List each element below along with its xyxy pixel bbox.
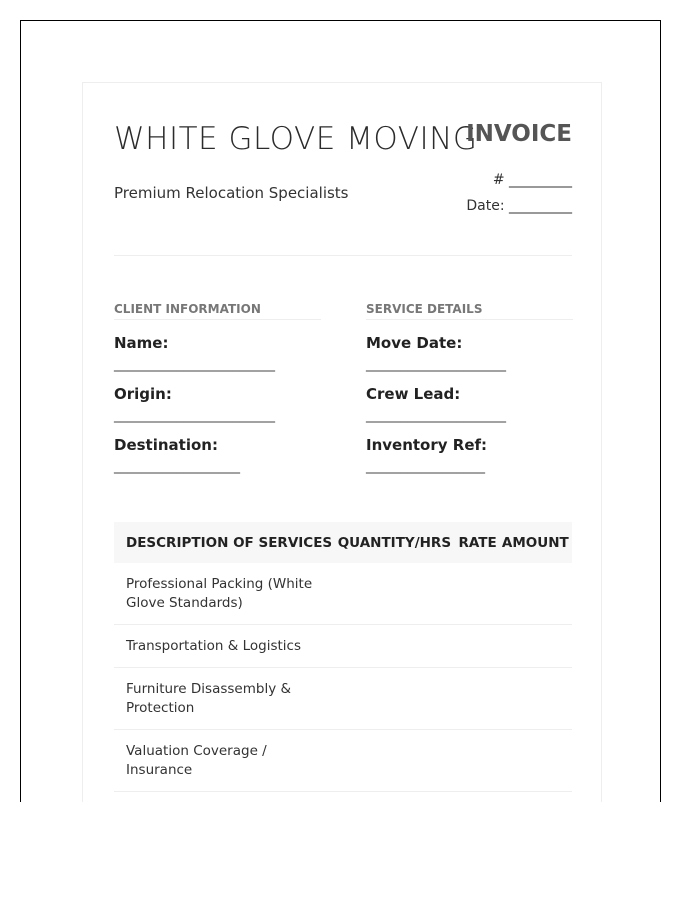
service-details-heading: SERVICE DETAILS — [366, 302, 573, 320]
client-origin-field — [114, 385, 321, 422]
row-quantity — [332, 563, 456, 625]
column-header-rate: RATE — [458, 534, 497, 551]
table-row — [114, 625, 572, 668]
field-blank-line: ____________________ — [366, 407, 506, 423]
field-label: Origin: — [114, 385, 172, 403]
header-divider — [114, 255, 572, 256]
row-rate — [457, 625, 499, 668]
invoice-title: INVOICE — [466, 121, 572, 147]
field-label: Name: — [114, 334, 169, 352]
column-header-description: DESCRIPTION OF SERVICES — [126, 534, 333, 551]
table-row — [114, 563, 572, 625]
client-destination-field — [114, 436, 321, 473]
row-amount — [499, 563, 572, 625]
row-rate — [457, 730, 499, 792]
row-description: Transportation & Logistics — [114, 625, 332, 668]
column-header-quantity: QUANTITY/HRS — [337, 534, 452, 551]
field-blank-line: ____________________ — [366, 356, 506, 372]
row-description: Furniture Disassembly & Protection — [114, 668, 332, 730]
company-tagline: Premium Relocation Specialists — [114, 184, 349, 202]
invoice-sheet — [82, 82, 602, 802]
field-blank-line: _______________________ — [114, 356, 275, 372]
field-label: Destination: — [114, 436, 218, 454]
table-row — [114, 730, 572, 792]
service-details-section — [366, 302, 573, 473]
row-description: Valuation Coverage / Insurance — [114, 730, 332, 792]
move-date-field — [366, 334, 573, 371]
row-rate — [457, 563, 499, 625]
field-label: Move Date: — [366, 334, 463, 352]
field-blank-line: _______________________ — [114, 407, 275, 423]
row-quantity — [332, 730, 456, 792]
table-header-row — [114, 522, 572, 563]
client-information-heading: CLIENT INFORMATION — [114, 302, 321, 320]
row-description: Professional Packing (White Glove Standards) — [114, 563, 332, 625]
field-blank-line: _________________ — [366, 458, 485, 474]
row-quantity — [332, 668, 456, 730]
table-row — [114, 668, 572, 730]
client-name-field — [114, 334, 321, 371]
row-amount — [499, 668, 572, 730]
row-amount — [499, 625, 572, 668]
inventory-ref-field — [366, 436, 573, 473]
client-information-section — [114, 302, 321, 473]
row-rate — [457, 668, 499, 730]
document-frame — [20, 20, 661, 802]
field-blank-line: __________________ — [114, 458, 240, 474]
invoice-number: # _________ — [492, 172, 572, 188]
field-label: Inventory Ref: — [366, 436, 488, 454]
company-name: WHITE GLOVE MOVING — [114, 121, 478, 157]
column-header-amount: AMOUNT — [501, 534, 569, 551]
row-amount — [499, 730, 572, 792]
services-table — [114, 522, 572, 792]
invoice-date: Date: _________ — [466, 198, 572, 214]
crew-lead-field — [366, 385, 573, 422]
row-quantity — [332, 625, 456, 668]
field-label: Crew Lead: — [366, 385, 461, 403]
